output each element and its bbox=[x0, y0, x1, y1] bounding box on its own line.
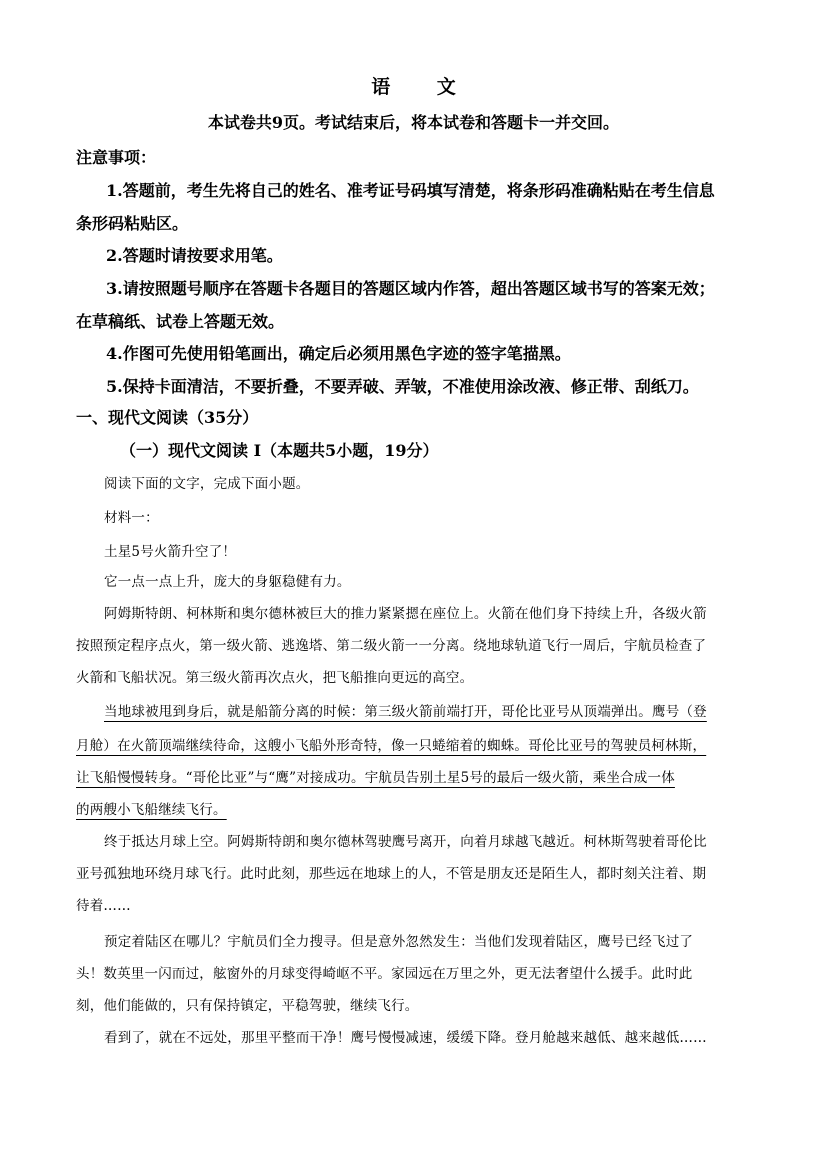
notice-line: 4.作图可先使用铅笔画出，确定后必须用黑色字迹的签字笔描黑。 bbox=[106, 344, 571, 363]
passage-line: 头！数英里一闪而过，舷窗外的月球变得崎岖不平。家园远在万里之外，更无法奢望什么援手。此时此 bbox=[76, 966, 693, 982]
passage-line-underlined: 当地球被甩到身后，就是船箭分离的时候：第三级火箭前端打开，哥伦比亚号从顶端弹出。鹰号（登 bbox=[104, 704, 707, 720]
passage-line-underlined: 让飞船慢慢转身。“哥伦比亚”与“鹰”对接成功。宇航员告别土星5号的最后一级火箭，乘坐合成一体 bbox=[76, 770, 675, 786]
passage-line-underlined: 月舱）在火箭顶端继续待命，这艘小飞船外形奇特，像一只蜷缩着的蜘蛛。哥伦比亚号的驾驶员柯林斯， bbox=[76, 738, 707, 754]
notice-line: 在草稿纸、试卷上答题无效。 bbox=[76, 312, 285, 331]
passage-line: 终于抵达月球上空。阿姆斯特朗和奥尔德林驾驶鹰号离开，向着月球越飞越近。柯林斯驾驶着哥伦比 bbox=[104, 834, 707, 850]
passage-line: 亚号孤独地环绕月球飞行。此时此刻，那些远在地球上的人，不管是朋友还是陌生人，都时刻关注着、期 bbox=[76, 866, 707, 882]
passage-line: 待着…… bbox=[76, 898, 131, 914]
notice-heading: 注意事项： bbox=[76, 148, 157, 167]
exam-subtitle: 本试卷共9页。考试结束后，将本试卷和答题卡一并交回。 bbox=[207, 113, 620, 132]
passage-line: 它一点一点上升，庞大的身躯稳健有力。 bbox=[104, 574, 351, 590]
notice-line: 5.保持卡面清洁，不要折叠，不要弄破、弄皱，不准使用涂改液、修正带、刮纸刀。 bbox=[106, 377, 699, 396]
section-subheading: （一）现代文阅读 I（本题共5小题，19分） bbox=[120, 441, 439, 460]
passage-line: 土星5号火箭升空了！ bbox=[104, 544, 237, 560]
notice-line: 条形码粘贴区。 bbox=[76, 214, 189, 233]
passage-line: 阿姆斯特朗、柯林斯和奥尔德林被巨大的推力紧紧摁在座位上。火箭在他们身下持续上升，各级火箭 bbox=[104, 606, 707, 622]
passage-line-underlined: 的两艘小飞船继续飞行。 bbox=[76, 802, 227, 818]
passage-line: 按照预定程序点火，第一级火箭、逃逸塔、第二级火箭一一分离。绕地球轨道飞行一周后，宇航员检查了 bbox=[76, 638, 707, 654]
section-heading: 一、现代文阅读（35分） bbox=[76, 408, 259, 427]
passage-line: 刻，他们能做的，只有保持镇定，平稳驾驶，继续飞行。 bbox=[76, 998, 419, 1014]
passage-line: 看到了，就在不远处，那里平整而干净！鹰号慢慢减速，缓缓下降。登月舱越来越低、越来越低…… bbox=[104, 1030, 707, 1046]
passage-line: 火箭和飞船状况。第三级火箭再次点火，把飞船推向更远的高空。 bbox=[76, 670, 474, 686]
exam-title: 语 文 bbox=[371, 76, 476, 98]
passage-line: 预定着陆区在哪儿？宇航员们全力搜寻。但是意外忽然发生：当他们发现着陆区，鹰号已经飞过了 bbox=[104, 934, 694, 950]
material-label: 材料一： bbox=[104, 510, 159, 526]
notice-line: 1.答题前，考生先将自己的姓名、准考证号码填写清楚，将条形码准确粘贴在考生信息 bbox=[106, 181, 715, 200]
notice-line: 3.请按照题号顺序在答题卡各题目的答题区域内作答，超出答题区域书写的答案无效； bbox=[106, 279, 715, 298]
notice-line: 2.答题时请按要求用笔。 bbox=[106, 246, 283, 265]
reading-instruction: 阅读下面的文字，完成下面小题。 bbox=[104, 476, 310, 492]
